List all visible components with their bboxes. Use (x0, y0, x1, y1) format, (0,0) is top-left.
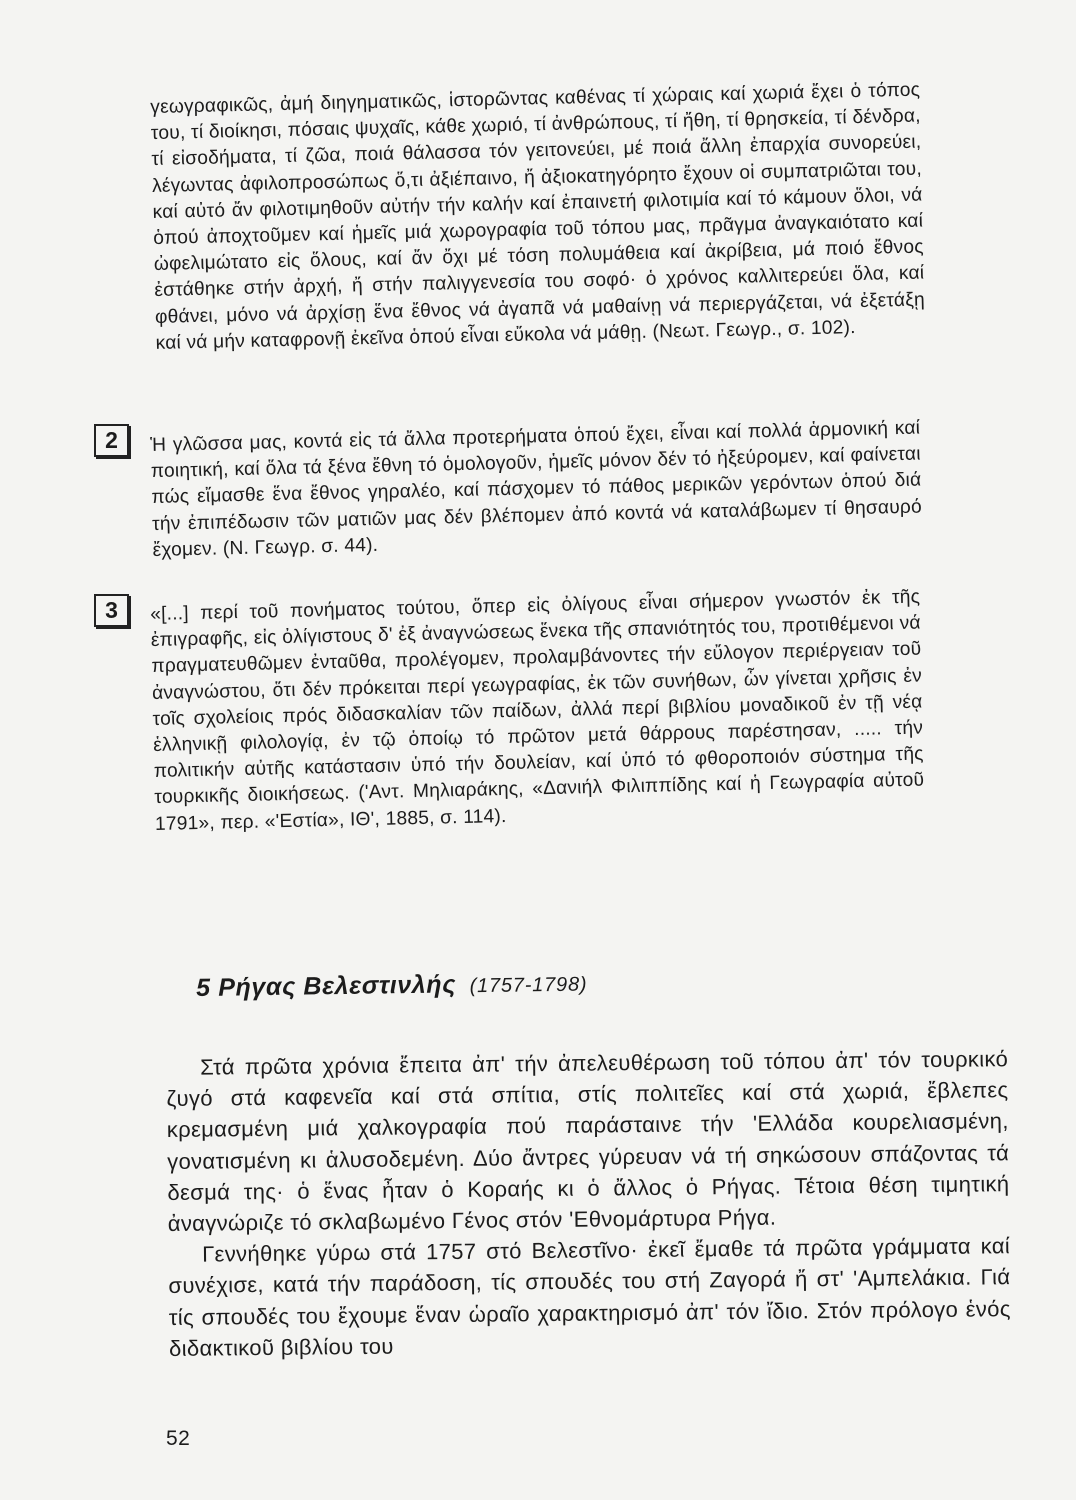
source-marker-3: 3 (94, 594, 129, 627)
section-heading (196, 969, 588, 1003)
body-paragraph-1: Στά πρῶτα χρόνια ἔπειτα ἀπ' τήν ἀπελευθέρωση τοῦ τόπου ἀπ' τόν τουρκικό ζυγό στά καφενεῖα καί στά σπίτια, στίς πολιτεῖες καί στά χωριά, ἔβλεπες κρεμασμένη μιά χαλκογραφία πού παράσταινε τήν 'Ελλάδα κουρελιασμένη, γονατισμένη κι ἁλυσοδεμένη. Δύο ἄντρες γύρευαν νά τή σηκώσουν σπάζοντας τά δεσμά της· ὁ ἕνας ἦταν ὁ Κοραής κι ὁ ἄλλος ὁ Ρήγας. Τέτοια θέση τιμητική ἀναγνώριζε τό σκλαβωμένο Γένος στόν 'Εθνομάρτυρα Ρήγα. (166, 1046, 1010, 1237)
quote-3-text: «[...] περί τοῦ πονήματος τούτου, ὅπερ εἰς ὀλίγους εἶναι σήμερον γνωστόν ἐκ τῆς ἐπιγραφῆς, εἰς ὀλίγιστους δ' ἐξ ἀναγνώσεως ἕνεκα τῆς σπανιότητός του, προτιθέμενοι νά πραγματευθῶμεν ἐνταῦθα, προλέγομεν, προλαμβάνοντες τήν εὔλογον περιέργειαν τοῦ ἀναγνώστου, ὅτι δέν πρόκειται περί γεωγραφίας, ἐκ τῶν συνήθων, ὧν γίνεται χρῆσις ἐν τοῖς σχολείοις πρός διδασκαλίαν τῶν παίδων, ἀλλά περί βιβλίου μοναδικοῦ ἐν τῇ νέᾳ ἑλληνικῇ φιλολογίᾳ, ἐν τῷ ὁποίῳ τό πρῶτον μετά θάρρους παρέστησαν, ..... τήν πολιτικήν αὐτῆς κατάστασιν ὑπό τήν δουλείαν, καί ὑπό τό φθοροποιόν σύστημα τῆς τουρκικῆς διοικήσεως. ('Αντ. Μηλιαράκης, «Δανιήλ Φιλιππίδης καί ἡ Γεωγραφία αὐτοῦ 1791», περ. «'Εστία», ΙΘ', 1885, σ. 114). (150, 586, 925, 835)
section-years: (1757-1798) (469, 973, 588, 998)
quote-2-text: Ἡ γλῶσσα μας, κοντά εἰς τά ἄλλα προτερήματα ὁπού ἔχει, εἶναι καί πολλά ἁρμονική καί ποιητική, καί ὅλα τά ξένα ἔθνη τό ὁμολογοῦν, ἡμεῖς μόνον δέν τό ἠξεύρομεν, καί φαίνεται πώς εἴμασθε ἕνα ἔθνος γηραλέο, καί πάσχομεν τό πάθος μερικῶν γερόντων ὁπού διά τήν ἐπιπέδωσιν τῶν ματιῶν μας δέν βλέπομεν ἀπό κοντά νά καταλάβωμεν τί θησαυρό ἔχομεν. (Ν. Γεωγρ. σ. 44). (150, 417, 923, 561)
quote-block-1 (150, 78, 926, 357)
source-marker-2: 2 (94, 424, 129, 457)
quote-block-2 (150, 416, 923, 564)
body-text (166, 1043, 1011, 1364)
body-paragraph-2: Γεννήθηκε γύρω στά 1757 στό Βελεστῖνο· ἐκεῖ ἔμαθε τά πρῶτα γράμματα καί συνέχισε, κατά τήν παράδοση, τίς σπουδές του στή Ζαγορά ἤ στ' 'Αμπελάκια. Γιά τίς σπουδές του ἔχουμε ἕναν ὡραῖο χαρακτηρισμό ἀπ' τόν ἴδιο. Στόν πρόλογο ἑνός διδακτικοῦ βιβλίου του (168, 1233, 1011, 1361)
page-number: 52 (166, 1427, 191, 1450)
section-title: 5 Ρήγας Βελεστινλής (196, 970, 457, 1002)
quote-1-text: γεωγραφικῶς, ἀμή διηγηματικῶς, ἱστορῶντας καθένας τί χώραις καί χωριά ἔχει ὁ τόπος του, τί διοίκησι, πόσαις ψυχαῖς, κάθε χωριό, τί ἀνθρώπους, τί ἤθη, τί θρησκεία, τί δένδρα, τί εἰσοδήματα, τί ζῶα, ποιά θάλασσα τόν γειτονεύει, μέ ποιά ἄλλη ἐπαρχία συνορεύει, λέγωντας ἀφιλοπροσώπως ὅ,τι ἀξιέπαινο, ἤ ἀξιοκατηγόρητο ἔχουν οἱ συμπατριῶται του, καί αὐτό ἄν φιλοτιμηθοῦν αὐτήν τήν καλήν καί ἐπαινετή φιλοτιμία καί τό κάμουν ὅλοι, νά ὁπού ἀποχτοῦμεν καί ἡμεῖς μιά χωρογραφία τοῦ τόπου μας, πρᾶγμα ἀναγκαιότατο καί ὠφελιμώτατο εἰς ὅλους, καί ἄν ὄχι μέ τόση πολυμάθεια καί ἀκρίβεια, μά ποιό ἔθνος ἐστάθηκε στήν ἀρχή, ἤ στήν παλιγγενεσία του σοφό· ὁ χρόνος καλλιτερεύει ὅλα, καί φθάνει, μόνο νά ἀρχίσῃ ἕνα ἔθνος νά ἀγαπᾶ νά μαθαίνῃ νά περιεργάζεται, νά ἐξετάξῃ καί νά μήν καταφρονῇ ἐκεῖνα ὁπού εἶναι εὔκολα νά μάθῃ. (Νεωτ. Γεωγρ., σ. 102). (150, 79, 926, 354)
quote-block-3 (150, 585, 925, 838)
